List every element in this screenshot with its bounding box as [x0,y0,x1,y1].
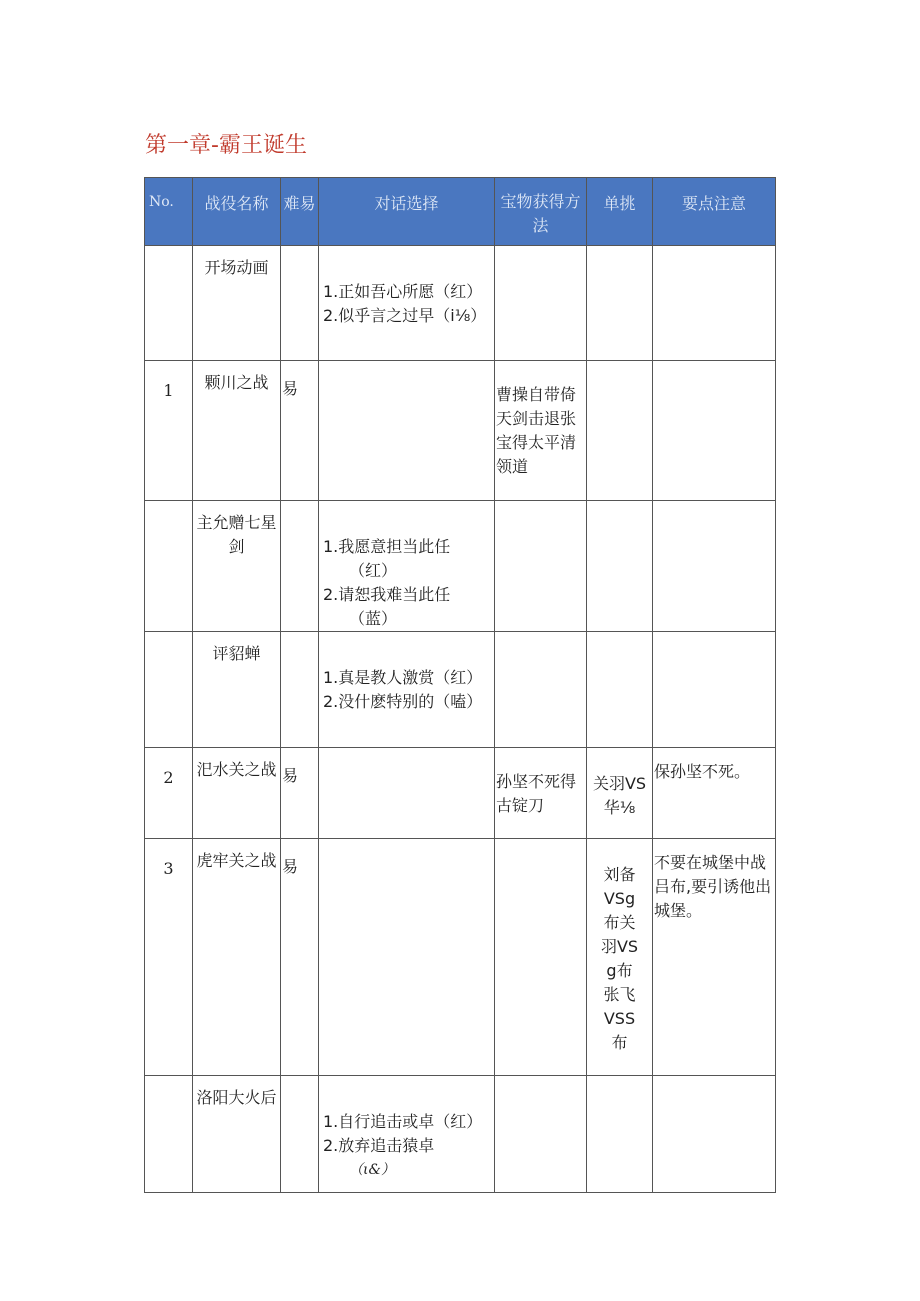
cell-notes [653,632,776,748]
cell-difficulty [281,246,319,361]
cell-dialog [319,361,495,501]
cell-dialog [319,501,495,632]
dialog-option: 1.我愿意担当此任 [323,537,451,556]
cell-duel [587,632,653,748]
dialog-option-tag: （红） [349,561,398,580]
cell-dialog [319,246,495,361]
dialog-option: 2.放弃追击猿卓 [323,1136,435,1155]
dialog-option: 2.请恕我难当此任 [323,585,451,604]
cell-dialog [319,839,495,1076]
cell-no: 2 [145,748,193,839]
table-row [145,1076,776,1193]
cell-difficulty: 易 [281,361,319,501]
cell-treasure: 孙坚不死得古锭刀 [495,748,587,839]
dialog-option: 1.真是教人激赏（红） [323,668,483,687]
cell-duel [587,361,653,501]
cell-duel [587,246,653,361]
cell-difficulty [281,1076,319,1193]
cell-no [145,1076,193,1193]
cell-difficulty: 易 [281,748,319,839]
header-no: No. [145,178,193,246]
cell-dialog [319,748,495,839]
header-dialog-choice: 对话选择 [319,178,495,246]
cell-duel: 刘备VSg布关羽VSg布张飞VSS布 [587,839,653,1076]
header-treasure-method: 宝物获得方法 [495,178,587,246]
cell-no [145,501,193,632]
header-notes: 要点注意 [653,178,776,246]
cell-notes [653,501,776,632]
header-row [145,178,776,246]
table-row [145,839,776,1076]
cell-notes [653,361,776,501]
cell-treasure: 曹操自带倚天剑击退张宝得太平清领道 [495,361,587,501]
dialog-option-tag: （ι&） [349,1162,395,1178]
cell-treasure [495,1076,587,1193]
table-row [145,361,776,501]
battle-guide-table [144,177,776,1193]
header-difficulty: 难易 [281,178,319,246]
cell-treasure [495,246,587,361]
cell-battle-name: 开场动画 [193,246,281,361]
cell-battle-name: 汜水关之战 [193,748,281,839]
cell-no [145,246,193,361]
cell-notes: 不要在城堡中战吕布,要引诱他出城堡。 [653,839,776,1076]
cell-battle-name: 颗川之战 [193,361,281,501]
dialog-option-tag: （蓝） [349,609,398,628]
dialog-option: 2.似乎言之过早（i⅛） [323,306,487,325]
table-row [145,246,776,361]
cell-battle-name: 主允赠七星剑 [193,501,281,632]
cell-duel [587,501,653,632]
cell-battle-name: 虎牢关之战 [193,839,281,1076]
cell-battle-name: 洛阳大火后 [193,1076,281,1193]
cell-difficulty [281,501,319,632]
cell-no: 1 [145,361,193,501]
cell-dialog [319,1076,495,1193]
dialog-option: 1.正如吾心所愿（红） [323,282,483,301]
cell-notes: 保孙坚不死。 [653,748,776,839]
cell-treasure [495,632,587,748]
dialog-option: 2.没什麽特别的（嗑） [323,692,483,711]
cell-notes [653,1076,776,1193]
cell-difficulty [281,632,319,748]
cell-treasure [495,839,587,1076]
cell-battle-name: 评貂蝉 [193,632,281,748]
cell-treasure [495,501,587,632]
header-battle-name: 战役名称 [193,178,281,246]
cell-duel: 关羽VS华⅛ [587,748,653,839]
table-header [145,178,776,246]
table-row [145,501,776,632]
header-duel: 单挑 [587,178,653,246]
chapter-title: 第一章-霸王诞生 [145,133,307,158]
cell-difficulty: 易 [281,839,319,1076]
cell-no: 3 [145,839,193,1076]
table-row [145,748,776,839]
cell-duel [587,1076,653,1193]
dialog-option: 1.自行追击或卓（红） [323,1112,483,1131]
cell-dialog [319,632,495,748]
cell-notes [653,246,776,361]
table-row [145,632,776,748]
cell-no [145,632,193,748]
